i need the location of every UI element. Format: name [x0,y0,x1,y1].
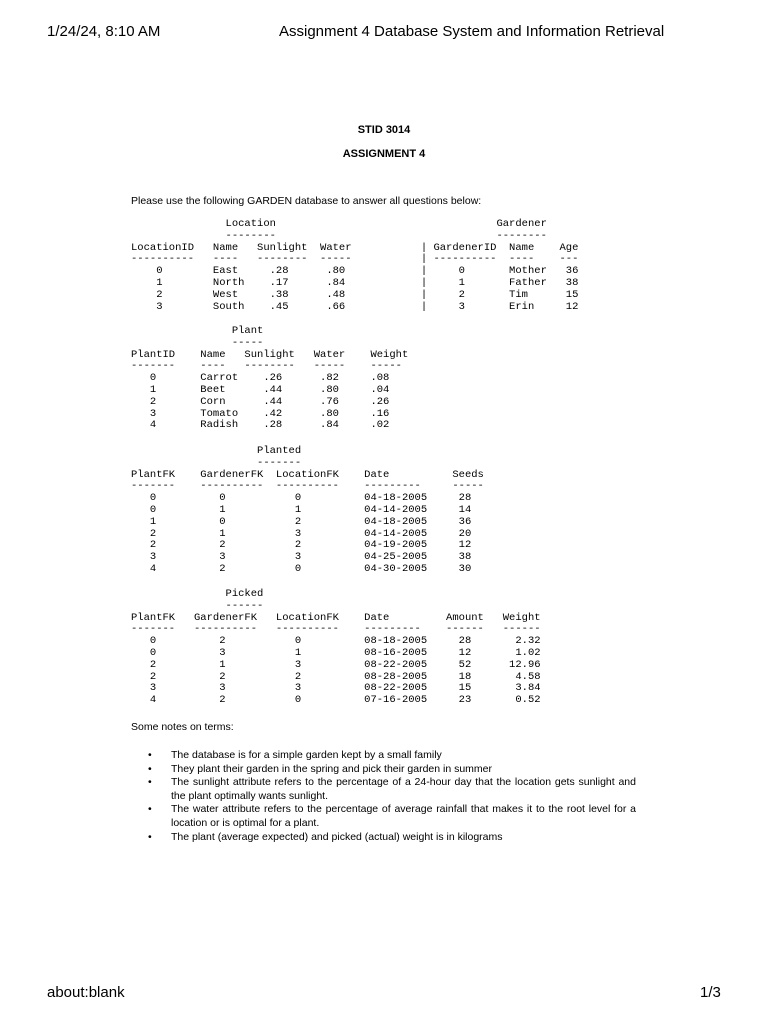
picked-table: Picked ------ PlantFK GardenerFK LocationFK Date Amount Weight ------- ---------- ---------- --------- ------ ------ 0 2 0 08-18-2005 28 2.32 0 3 1 08-16-2005 12 1.02 2 1 3 08-22-2005 52 12.96 2 2 2 08-28-2005 18 4.58 3 3 3 08-22-2005 15 3.84 4 2 0 07-16-2005 23 0.52 [131,588,541,707]
print-header-title: Assignment 4 Database System and Information Retrieval [279,23,665,40]
note-item: • The database is for a simple garden kept by a small family [131,749,636,763]
note-item: • The water attribute refers to the percentage of average rainfall that makes it to the root level for a location or is optimal for a plant. [131,803,636,830]
notes-list [131,749,636,844]
intro-text: Please use the following GARDEN database to answer all questions below: [131,195,482,207]
assignment-title: ASSIGNMENT 4 [342,148,426,160]
print-header-datetime: 1/24/24, 8:10 AM [47,23,161,40]
note-item: • The plant (average expected) and picked (actual) weight is in kilograms [131,831,636,845]
note-item: • They plant their garden in the spring and pick their garden in summer [131,763,636,777]
plant-table: Plant ----- PlantID Name Sunlight Water Weight ------- ---- -------- ----- ----- 0 Carrot .26 .82 .08 1 Beet .44 .80 .04 2 Corn .44 .76 .26 3 Tomato .42 .80 .16 4 Radish .28 .84 .02 [131,325,409,432]
print-footer-page: 1/3 [700,984,721,1001]
course-code: STID 3014 [357,124,411,136]
notes-title: Some notes on terms: [131,721,234,733]
planted-table: Planted ------- PlantFK GardenerFK LocationFK Date Seeds ------- ---------- ---------- --------- ----- 0 0 0 04-18-2005 28 0 1 1 04-14-2005 14 1 0 2 04-18-2005 36 2 1 3 04-14-2005 20 2 2 2 04-19-2005 12 3 3 3 04-25-2005 38 4 2 0 04-30-2005 30 [131,445,484,575]
note-item: • The sunlight attribute refers to the percentage of a 24-hour day that the location gets sunlight and the plant optimally wants sunlight. [131,776,636,803]
print-footer-url: about:blank [47,984,125,1001]
location-gardener-tables: Location Gardener -------- -------- LocationID Name Sunlight Water | GardenerID Name Age ---------- ---- -------- ----- | ---------- ---- --- 0 East .28 .80 | 0 Mother 36 1 North .17 .84 | 1 Father 38 2 West .38 .48 | 2 Tim 15 3 South .45 .66 | 3 Erin 12 [131,218,579,313]
